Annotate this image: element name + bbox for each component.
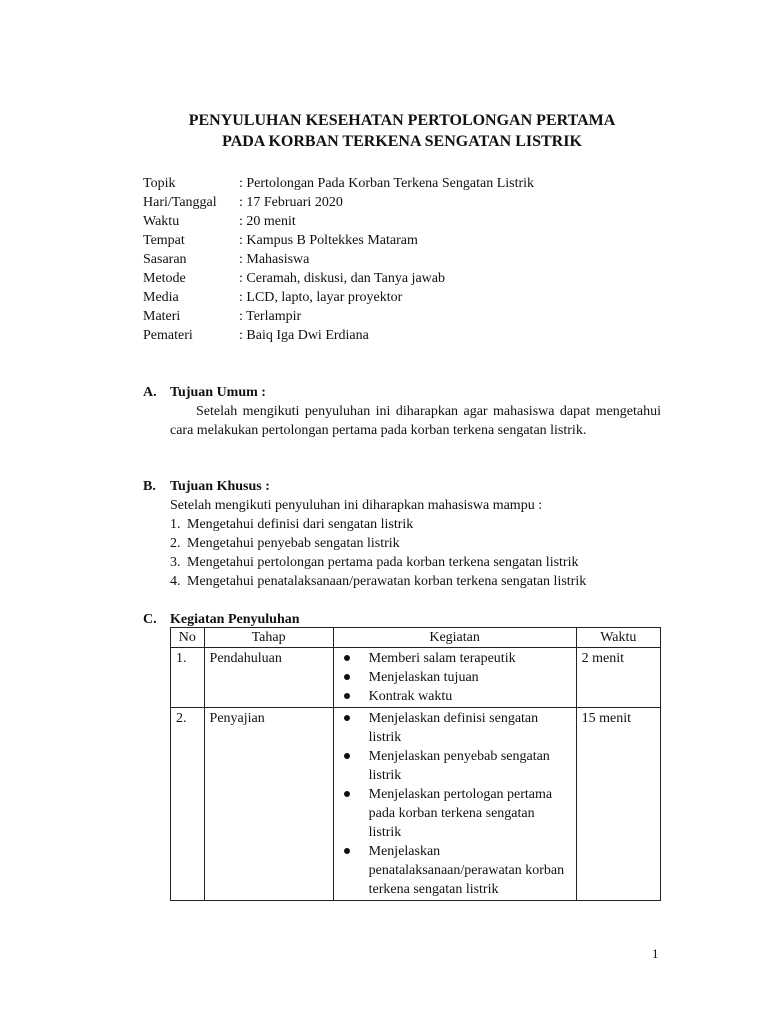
info-row-metode xyxy=(143,269,663,288)
info-label: Sasaran xyxy=(143,252,187,267)
info-row-tempat xyxy=(143,231,663,250)
info-label: Waktu xyxy=(143,214,180,229)
column-header-no: No xyxy=(171,628,205,648)
info-row-hari-tanggal xyxy=(143,193,663,212)
kegiatan-list xyxy=(339,709,571,899)
list-number: 1. xyxy=(170,517,181,532)
list-text: Mengetahui penyebab sengatan listrik xyxy=(187,536,400,551)
list-number: 4. xyxy=(170,574,181,589)
info-row-pemateri xyxy=(143,326,663,345)
list-item: Menjelaskan penyebab sengatan listrik xyxy=(339,747,571,785)
info-label: Hari/Tanggal xyxy=(143,195,217,210)
info-value: : Kampus B Poltekkes Mataram xyxy=(239,233,418,248)
title-line-2: PADA KORBAN TERKENA SENGATAN LISTRIK xyxy=(222,133,582,150)
info-row-media xyxy=(143,288,663,307)
info-value: : Baiq Iga Dwi Erdiana xyxy=(239,328,369,343)
list-text: Mengetahui pertolongan pertama pada korban terkena sengatan listrik xyxy=(187,555,579,570)
table-row xyxy=(171,708,661,901)
section-tujuan-khusus xyxy=(143,477,661,591)
info-row-materi xyxy=(143,307,663,326)
list-item: Menjelaskan tujuan xyxy=(339,668,571,687)
list-number: 3. xyxy=(170,555,181,570)
section-letter: C. xyxy=(143,612,157,627)
cell-kegiatan xyxy=(333,648,576,708)
info-label: Materi xyxy=(143,309,181,324)
info-value: : 17 Februari 2020 xyxy=(239,195,343,210)
kegiatan-list xyxy=(339,649,571,706)
column-header-kegiatan: Kegiatan xyxy=(333,628,576,648)
column-header-tahap: Tahap xyxy=(204,628,333,648)
list-number: 2. xyxy=(170,536,181,551)
list-item: Kontrak waktu xyxy=(339,687,571,706)
info-value: : Pertolongan Pada Korban Terkena Sengatan Listrik xyxy=(239,176,535,191)
info-value: : Ceramah, diskusi, dan Tanya jawab xyxy=(239,271,445,286)
title-line-1: PENYULUHAN KESEHATAN PERTOLONGAN PERTAMA xyxy=(188,112,616,129)
section-letter: B. xyxy=(143,479,156,494)
list-item: Menjelaskan penatalaksanaan/perawatan korban terkena sengatan listrik xyxy=(339,842,571,899)
cell-waktu: 2 menit xyxy=(576,648,660,708)
section-title: Tujuan Umum : xyxy=(170,385,266,400)
list-item xyxy=(170,572,661,591)
table-row xyxy=(171,648,661,708)
list-text: Mengetahui definisi dari sengatan listrik xyxy=(187,517,414,532)
page-number: 1 xyxy=(652,946,659,961)
section-intro: Setelah mengikuti penyuluhan ini diharapkan mahasiswa mampu : xyxy=(170,498,543,513)
info-label: Media xyxy=(143,290,179,305)
info-block xyxy=(143,174,663,345)
list-item xyxy=(170,534,661,553)
info-value: : 20 menit xyxy=(239,214,296,229)
section-heading xyxy=(143,477,661,496)
info-label: Tempat xyxy=(143,233,185,248)
info-value: : Terlampir xyxy=(239,309,302,324)
info-row-sasaran xyxy=(143,250,663,269)
numbered-list xyxy=(170,515,661,591)
document-title xyxy=(0,110,768,152)
section-paragraph: Setelah mengikuti penyuluhan ini diharapkan agar mahasiswa dapat mengetahui cara melakukan pertolongan pertama pada korban terkena sengatan listrik. xyxy=(170,404,661,438)
info-label: Pemateri xyxy=(143,328,193,343)
section-title: Tujuan Khusus : xyxy=(170,479,270,494)
kegiatan-table xyxy=(170,627,661,901)
info-row-topik xyxy=(143,174,663,193)
info-row-waktu xyxy=(143,212,663,231)
cell-waktu: 15 menit xyxy=(576,708,660,901)
table-header-row xyxy=(171,628,661,648)
info-value: : LCD, lapto, layar proyektor xyxy=(239,290,403,305)
list-item: Memberi salam terapeutik xyxy=(339,649,571,668)
column-header-waktu: Waktu xyxy=(576,628,660,648)
cell-no: 1. xyxy=(171,648,205,708)
list-item xyxy=(170,515,661,534)
section-letter: A. xyxy=(143,385,157,400)
info-value: : Mahasiswa xyxy=(239,252,310,267)
list-item: Menjelaskan pertologan pertama pada korban terkena sengatan listrik xyxy=(339,785,571,842)
cell-tahap: Pendahuluan xyxy=(204,648,333,708)
section-tujuan-umum xyxy=(143,383,661,440)
section-title: Kegiatan Penyuluhan xyxy=(170,612,300,627)
list-item: Menjelaskan definisi sengatan listrik xyxy=(339,709,571,747)
info-label: Topik xyxy=(143,176,176,191)
section-heading xyxy=(143,383,661,402)
list-text: Mengetahui penatalaksanaan/perawatan korban terkena sengatan listrik xyxy=(187,574,587,589)
list-item xyxy=(170,553,661,572)
cell-tahap: Penyajian xyxy=(204,708,333,901)
info-label: Metode xyxy=(143,271,186,286)
cell-no: 2. xyxy=(171,708,205,901)
cell-kegiatan xyxy=(333,708,576,901)
